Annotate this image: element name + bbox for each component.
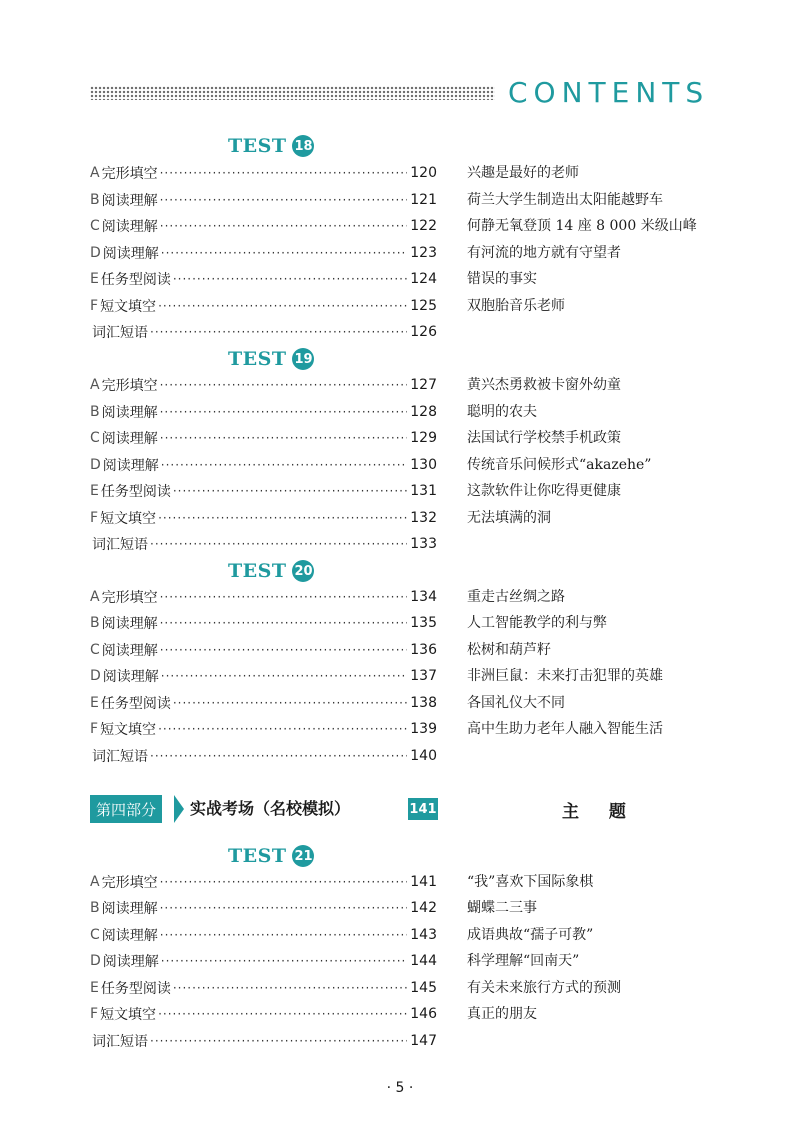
row-label: 阅读理解 xyxy=(102,954,159,970)
leader-dots xyxy=(160,875,407,889)
row-label: 完形填空 xyxy=(101,590,158,606)
row-page: 128 xyxy=(410,404,437,420)
row-topic: 黄兴杰勇救被卡窗外幼童 xyxy=(467,377,621,393)
toc-row[interactable] xyxy=(90,744,710,768)
leader-dots xyxy=(158,299,407,313)
row-page: 133 xyxy=(410,536,437,552)
toc-row[interactable] xyxy=(90,976,710,1000)
row-letter: A xyxy=(90,589,100,605)
section-banner[interactable] xyxy=(90,795,440,823)
row-page: 130 xyxy=(410,457,437,473)
toc-row[interactable] xyxy=(90,1002,710,1026)
row-topic: 荷兰大学生制造出太阳能越野车 xyxy=(467,192,663,208)
toc-row[interactable] xyxy=(90,638,710,662)
row-page: 141 xyxy=(410,874,437,890)
row-topic: “我”喜欢下国际象棋 xyxy=(467,874,594,890)
row-letter: D xyxy=(90,953,101,969)
row-topic: 科学理解“回南天” xyxy=(467,953,580,969)
leader-dots xyxy=(158,511,407,525)
row-page: 123 xyxy=(410,245,437,261)
toc-row[interactable] xyxy=(90,611,710,635)
toc-row[interactable] xyxy=(90,717,710,741)
leader-dots xyxy=(160,616,407,630)
row-label: 阅读理解 xyxy=(101,643,158,659)
leader-dots xyxy=(173,696,407,710)
row-page: 131 xyxy=(410,483,437,499)
test-heading xyxy=(228,843,314,869)
row-label: 任务型阅读 xyxy=(100,981,171,997)
toc-row[interactable] xyxy=(90,320,710,344)
row-letter: C xyxy=(90,430,100,446)
test-word: TEST xyxy=(228,560,287,582)
row-page: 143 xyxy=(410,927,437,943)
test-number-badge: 21 xyxy=(292,845,314,867)
row-letter: C xyxy=(90,927,100,943)
test-heading xyxy=(228,558,314,584)
leader-dots xyxy=(160,590,407,604)
row-label: 任务型阅读 xyxy=(100,484,171,500)
row-page: 144 xyxy=(410,953,437,969)
leader-dots xyxy=(161,458,407,472)
leader-dots xyxy=(173,981,407,995)
leader-dots xyxy=(161,246,407,260)
row-page: 140 xyxy=(410,748,437,764)
row-topic: 这款软件让你吃得更健康 xyxy=(467,483,621,499)
row-letter: E xyxy=(90,980,99,996)
row-page: 137 xyxy=(410,668,437,684)
row-page: 121 xyxy=(410,192,437,208)
toc-row[interactable] xyxy=(90,949,710,973)
leader-dots xyxy=(160,928,407,942)
toc-row[interactable] xyxy=(90,426,710,450)
row-topic: 何静无氧登顶 14 座 8 000 米级山峰 xyxy=(467,218,697,234)
row-letter: A xyxy=(90,874,100,890)
row-letter: D xyxy=(90,668,101,684)
row-topic: 松树和葫芦籽 xyxy=(467,642,551,658)
page-number: · 5 · xyxy=(386,1080,414,1096)
row-topic: 有河流的地方就有守望者 xyxy=(467,245,621,261)
test-heading xyxy=(228,346,314,372)
row-topic: 聪明的农夫 xyxy=(467,404,537,420)
row-letter: B xyxy=(90,404,100,420)
row-page: 136 xyxy=(410,642,437,658)
row-label: 完形填空 xyxy=(101,378,158,394)
row-label: 阅读理解 xyxy=(101,219,158,235)
row-page: 138 xyxy=(410,695,437,711)
row-page: 146 xyxy=(410,1006,437,1022)
row-page: 124 xyxy=(410,271,437,287)
toc-row[interactable] xyxy=(90,506,710,530)
toc-row[interactable] xyxy=(90,896,710,920)
toc-row[interactable] xyxy=(90,923,710,947)
row-label: 词汇短语 xyxy=(92,537,148,553)
toc-row[interactable] xyxy=(90,479,710,503)
toc-row[interactable] xyxy=(90,188,710,212)
row-letter: C xyxy=(90,218,100,234)
row-label: 短文填空 xyxy=(100,722,157,738)
leader-dots xyxy=(160,378,407,392)
row-page: 129 xyxy=(410,430,437,446)
row-letter: A xyxy=(90,377,100,393)
leader-dots xyxy=(158,1007,407,1021)
row-letter: F xyxy=(90,510,99,526)
row-page: 126 xyxy=(410,324,437,340)
row-topic: 各国礼仪大不同 xyxy=(467,695,565,711)
row-label: 短文填空 xyxy=(100,299,157,315)
leader-dots xyxy=(160,901,407,915)
section-tag: 第四部分 xyxy=(90,795,162,823)
row-topic: 无法填满的洞 xyxy=(467,510,551,526)
toc-row[interactable] xyxy=(90,453,710,477)
row-page: 135 xyxy=(410,615,437,631)
leader-dots xyxy=(161,669,407,683)
row-letter: E xyxy=(90,483,99,499)
row-page: 127 xyxy=(410,377,437,393)
toc-row[interactable] xyxy=(90,664,710,688)
row-page: 139 xyxy=(410,721,437,737)
row-label: 完形填空 xyxy=(101,875,158,891)
row-letter: B xyxy=(90,900,100,916)
leader-dots xyxy=(150,749,407,763)
row-label: 阅读理解 xyxy=(102,246,159,262)
row-label: 词汇短语 xyxy=(92,749,148,765)
leader-dots xyxy=(160,643,407,657)
row-label: 阅读理解 xyxy=(101,193,158,209)
toc-row[interactable] xyxy=(90,400,710,424)
row-page: 142 xyxy=(410,900,437,916)
row-letter: C xyxy=(90,642,100,658)
row-page: 125 xyxy=(410,298,437,314)
toc-row[interactable] xyxy=(90,267,710,291)
row-label: 阅读理解 xyxy=(101,901,158,917)
toc-row[interactable] xyxy=(90,373,710,397)
row-label: 任务型阅读 xyxy=(100,696,171,712)
test-heading xyxy=(228,133,314,159)
row-label: 完形填空 xyxy=(101,166,158,182)
row-page: 147 xyxy=(410,1033,437,1049)
row-letter: A xyxy=(90,165,100,181)
row-topic: 真正的朋友 xyxy=(467,1006,537,1022)
test-word: TEST xyxy=(228,845,287,867)
row-topic: 重走古丝绸之路 xyxy=(467,589,565,605)
test-number-badge: 18 xyxy=(292,135,314,157)
toc-row[interactable] xyxy=(90,1029,710,1053)
row-letter: B xyxy=(90,615,100,631)
row-page: 122 xyxy=(410,218,437,234)
row-topic: 法国试行学校禁手机政策 xyxy=(467,430,621,446)
row-letter: B xyxy=(90,192,100,208)
row-letter: D xyxy=(90,457,101,473)
row-page: 120 xyxy=(410,165,437,181)
arrow-right-icon xyxy=(174,795,184,823)
leader-dots xyxy=(160,166,407,180)
toc-row[interactable] xyxy=(90,532,710,556)
leader-dots xyxy=(160,219,407,233)
leader-dots xyxy=(173,272,407,286)
row-letter: F xyxy=(90,721,99,737)
section-page-badge: 141 xyxy=(408,798,438,820)
leader-dots xyxy=(161,954,407,968)
toc-row[interactable] xyxy=(90,214,710,238)
row-letter: D xyxy=(90,245,101,261)
contents-title: CONTENTS xyxy=(508,76,710,109)
toc-row[interactable] xyxy=(90,870,710,894)
leader-dots xyxy=(160,431,407,445)
leader-dots xyxy=(173,484,407,498)
row-label: 阅读理解 xyxy=(101,616,158,632)
section-title: 实战考场（名校模拟） xyxy=(190,799,351,818)
row-label: 短文填空 xyxy=(100,511,157,527)
row-topic: 传统音乐问候形式“akazehe” xyxy=(467,457,652,473)
leader-dots xyxy=(158,722,407,736)
row-letter: E xyxy=(90,695,99,711)
row-page: 134 xyxy=(410,589,437,605)
toc-row[interactable] xyxy=(90,585,710,609)
row-topic: 高中生助力老年人融入智能生活 xyxy=(467,721,663,737)
leader-dots xyxy=(160,405,407,419)
row-topic: 非洲巨鼠：未来打击犯罪的英雄 xyxy=(467,668,663,684)
row-label: 阅读理解 xyxy=(101,928,158,944)
toc-row[interactable] xyxy=(90,161,710,185)
row-label: 阅读理解 xyxy=(102,458,159,474)
row-label: 词汇短语 xyxy=(92,1034,148,1050)
toc-row[interactable] xyxy=(90,691,710,715)
test-number-badge: 20 xyxy=(292,560,314,582)
row-label: 阅读理解 xyxy=(101,431,158,447)
row-letter: F xyxy=(90,1006,99,1022)
row-page: 145 xyxy=(410,980,437,996)
row-label: 阅读理解 xyxy=(102,669,159,685)
toc-row[interactable] xyxy=(90,241,710,265)
dotted-rule xyxy=(90,86,495,100)
row-page: 132 xyxy=(410,510,437,526)
row-topic: 成语典故“孺子可教” xyxy=(467,927,594,943)
leader-dots xyxy=(150,537,407,551)
theme-column-label: 主 题 xyxy=(562,802,638,822)
contents-header xyxy=(90,78,730,114)
row-label: 短文填空 xyxy=(100,1007,157,1023)
row-topic: 蝴蝶二三事 xyxy=(467,900,537,916)
row-topic: 人工智能教学的利与弊 xyxy=(467,615,607,631)
test-word: TEST xyxy=(228,135,287,157)
row-topic: 双胞胎音乐老师 xyxy=(467,298,565,314)
test-word: TEST xyxy=(228,348,287,370)
row-label: 任务型阅读 xyxy=(100,272,171,288)
row-label: 词汇短语 xyxy=(92,325,148,341)
row-topic: 错误的事实 xyxy=(467,271,537,287)
leader-dots xyxy=(160,193,407,207)
test-number-badge: 19 xyxy=(292,348,314,370)
leader-dots xyxy=(150,1034,407,1048)
row-label: 阅读理解 xyxy=(101,405,158,421)
row-letter: E xyxy=(90,271,99,287)
toc-row[interactable] xyxy=(90,294,710,318)
row-topic: 有关未来旅行方式的预测 xyxy=(467,980,621,996)
leader-dots xyxy=(150,325,407,339)
row-letter: F xyxy=(90,298,99,314)
row-topic: 兴趣是最好的老师 xyxy=(467,165,579,181)
